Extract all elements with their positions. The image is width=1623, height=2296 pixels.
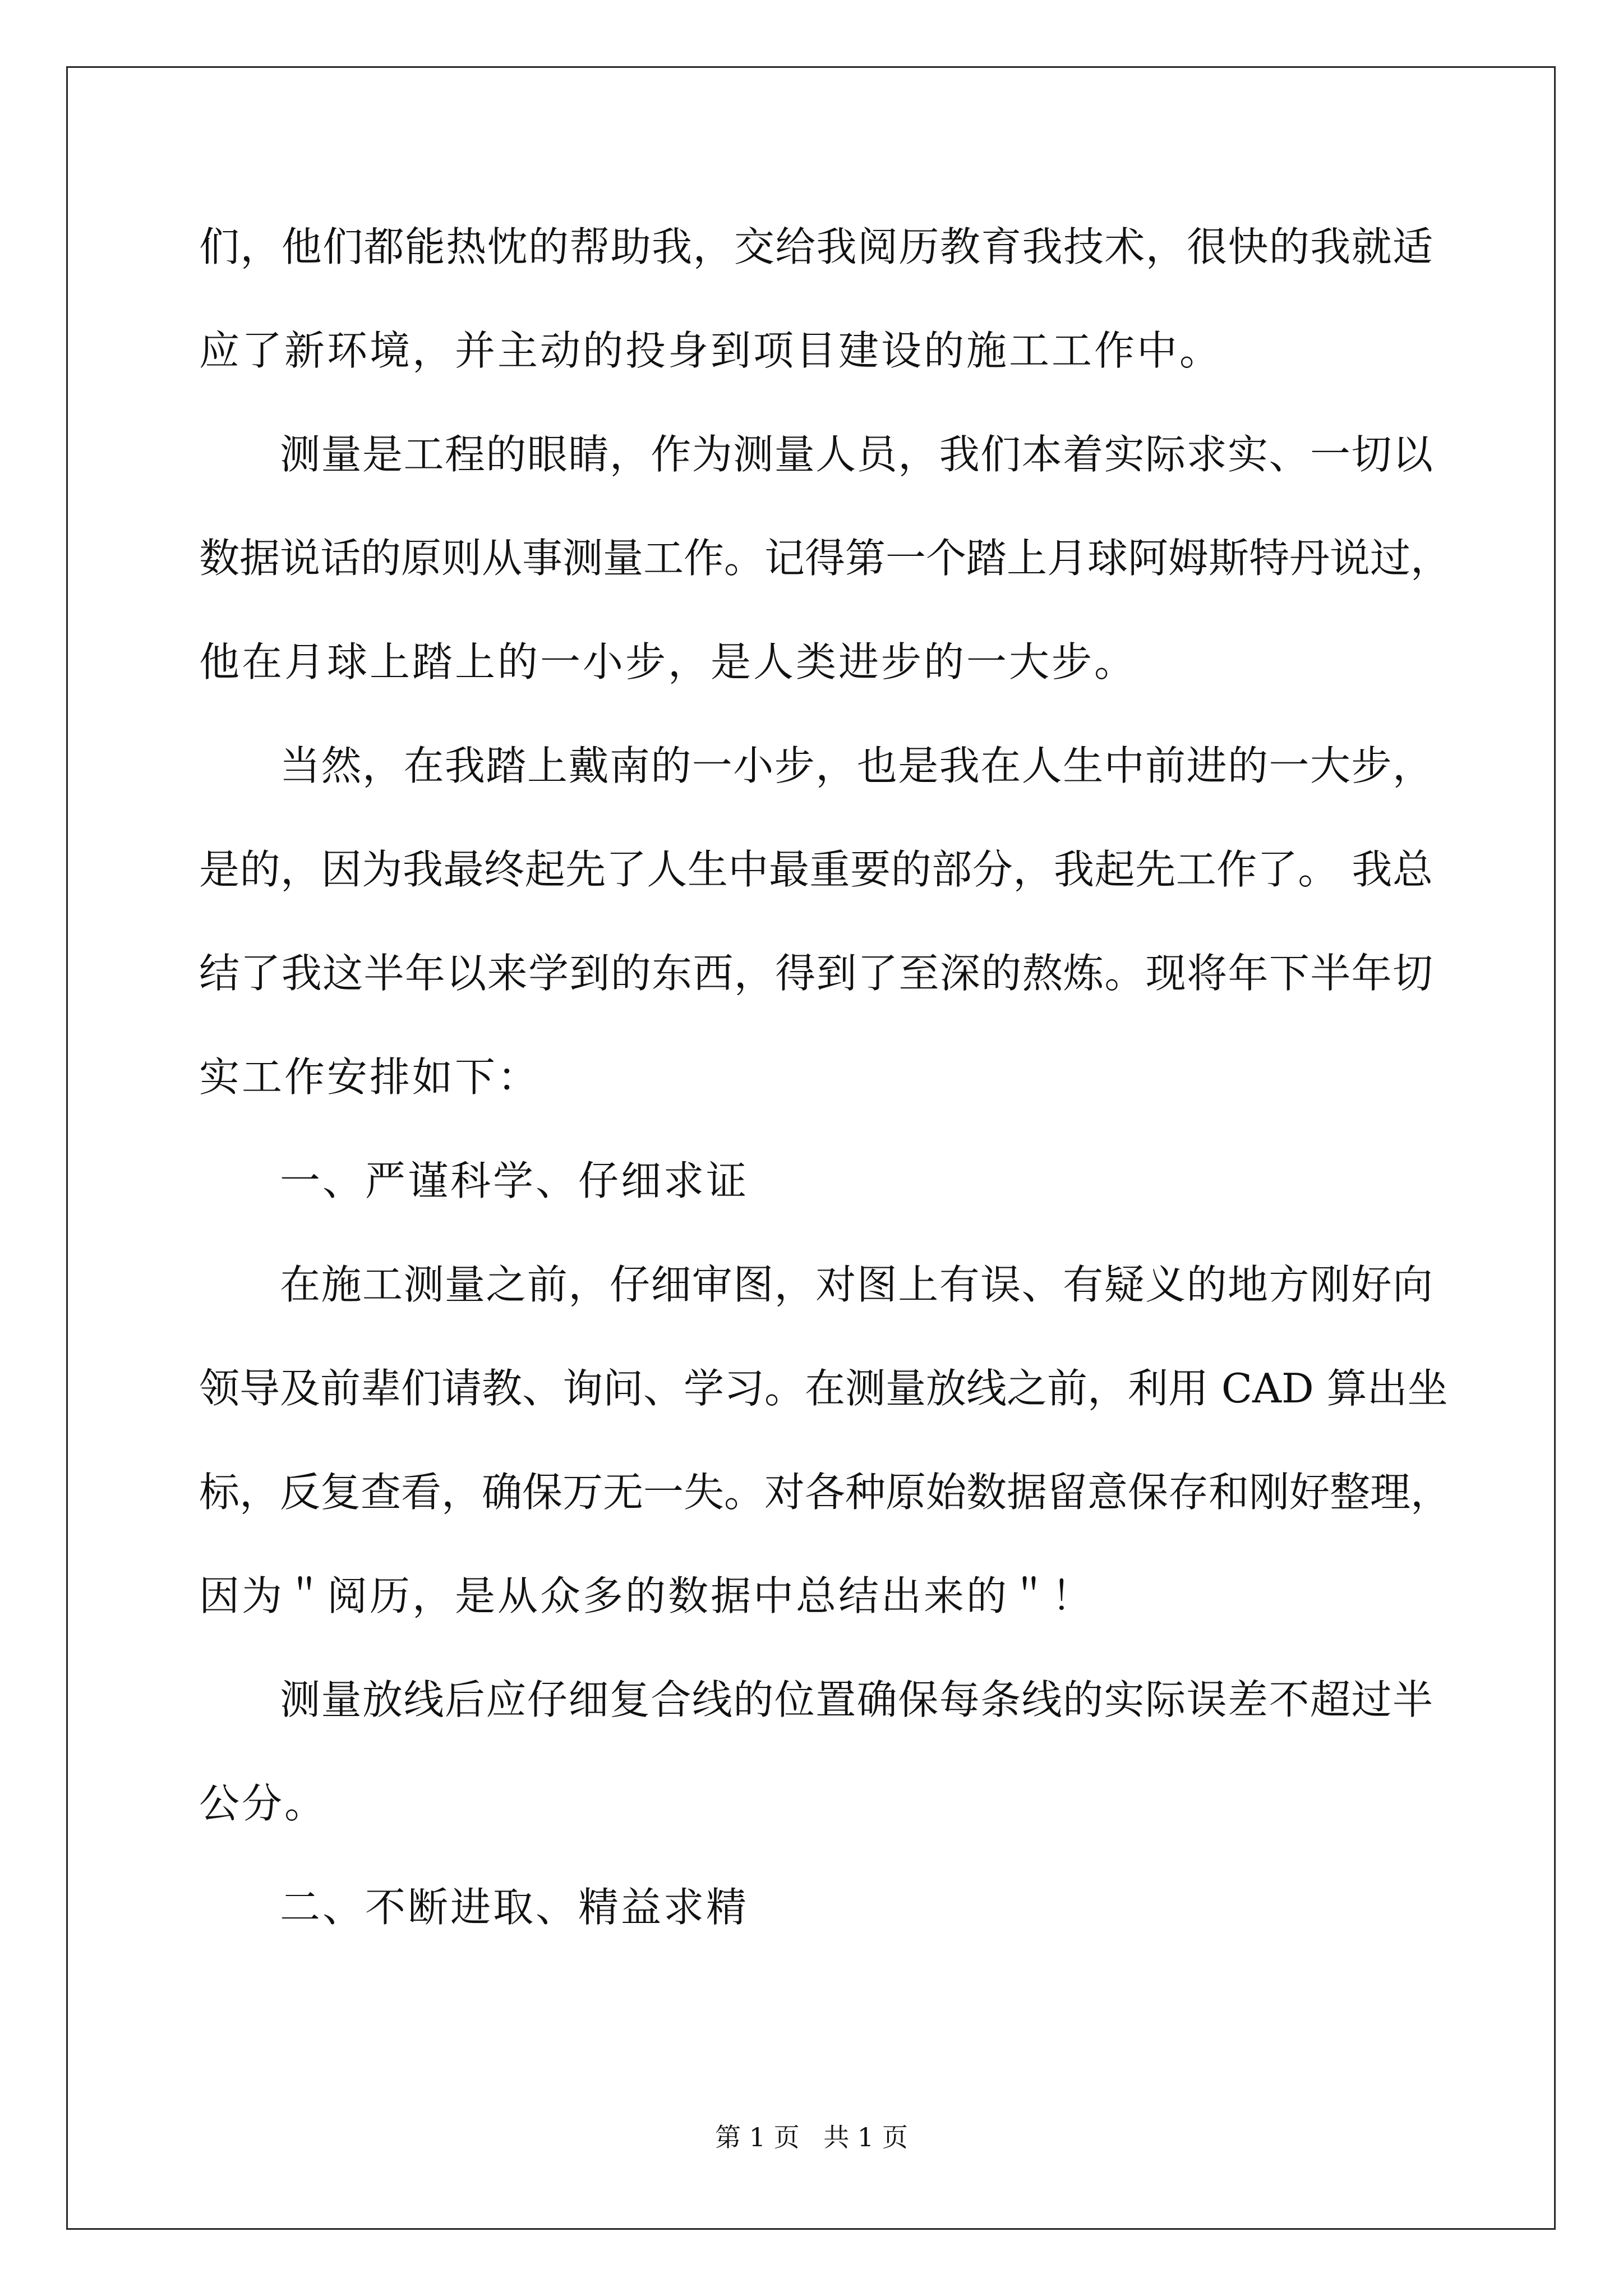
text-line: 他在月球上踏上的一小步，是人类进步的一大步。 [199,638,1137,685]
text-line: 应了新环境，并主动的投身到项目建设的施工工作中。 [199,327,1223,374]
paragraph-start: 在施工测量之前，仔细审图，对图上有误、有疑义的地方刚好向 [280,1261,1433,1308]
text-line: 结了我这半年以来学到的东西，得到了至深的熬炼。现将年下半年切 [199,950,1433,997]
text-line: 数据说话的原则从事测量工作。记得第一个踏上月球阿姆斯特丹说过， [199,535,1451,582]
paragraph-start: 测量是工程的眼睛，作为测量人员，我们本着实际求实、一切以 [280,431,1433,478]
paragraph-start: 测量放线后应仔细复合线的位置确保每条线的实际误差不超过半 [280,1676,1433,1723]
page-total: 共 1 页 [823,2122,908,2152]
text-line: 们，他们都能热忱的帮助我，交给我阅历教育我技术，很快的我就适 [199,223,1433,270]
section-heading: 二、不断进取、精益求精 [280,1884,749,1931]
page-footer [0,2120,1623,2154]
text-line: 是的，因为我最终起先了人生中最重要的部分，我起先工作了。 我总 [199,846,1433,893]
text-line: 公分。 [199,1780,328,1827]
page-number: 第 1 页 [715,2122,800,2152]
paragraph-start: 当然，在我踏上戴南的一小步，也是我在人生中前进的一大步， [280,742,1433,789]
text-line: 因为＂阅历，是从众多的数据中总结出来的＂！ [199,1572,1095,1619]
text-line: 领导及前辈们请教、询问、学习。在测量放线之前，利用 CAD 算出坐 [199,1365,1448,1412]
section-heading: 一、严谨科学、仔细求证 [280,1157,749,1204]
text-line: 标，反复查看，确保万无一失。对各种原始数据留意保存和刚好整理， [199,1469,1451,1516]
text-line: 实工作安排如下： [199,1053,541,1101]
